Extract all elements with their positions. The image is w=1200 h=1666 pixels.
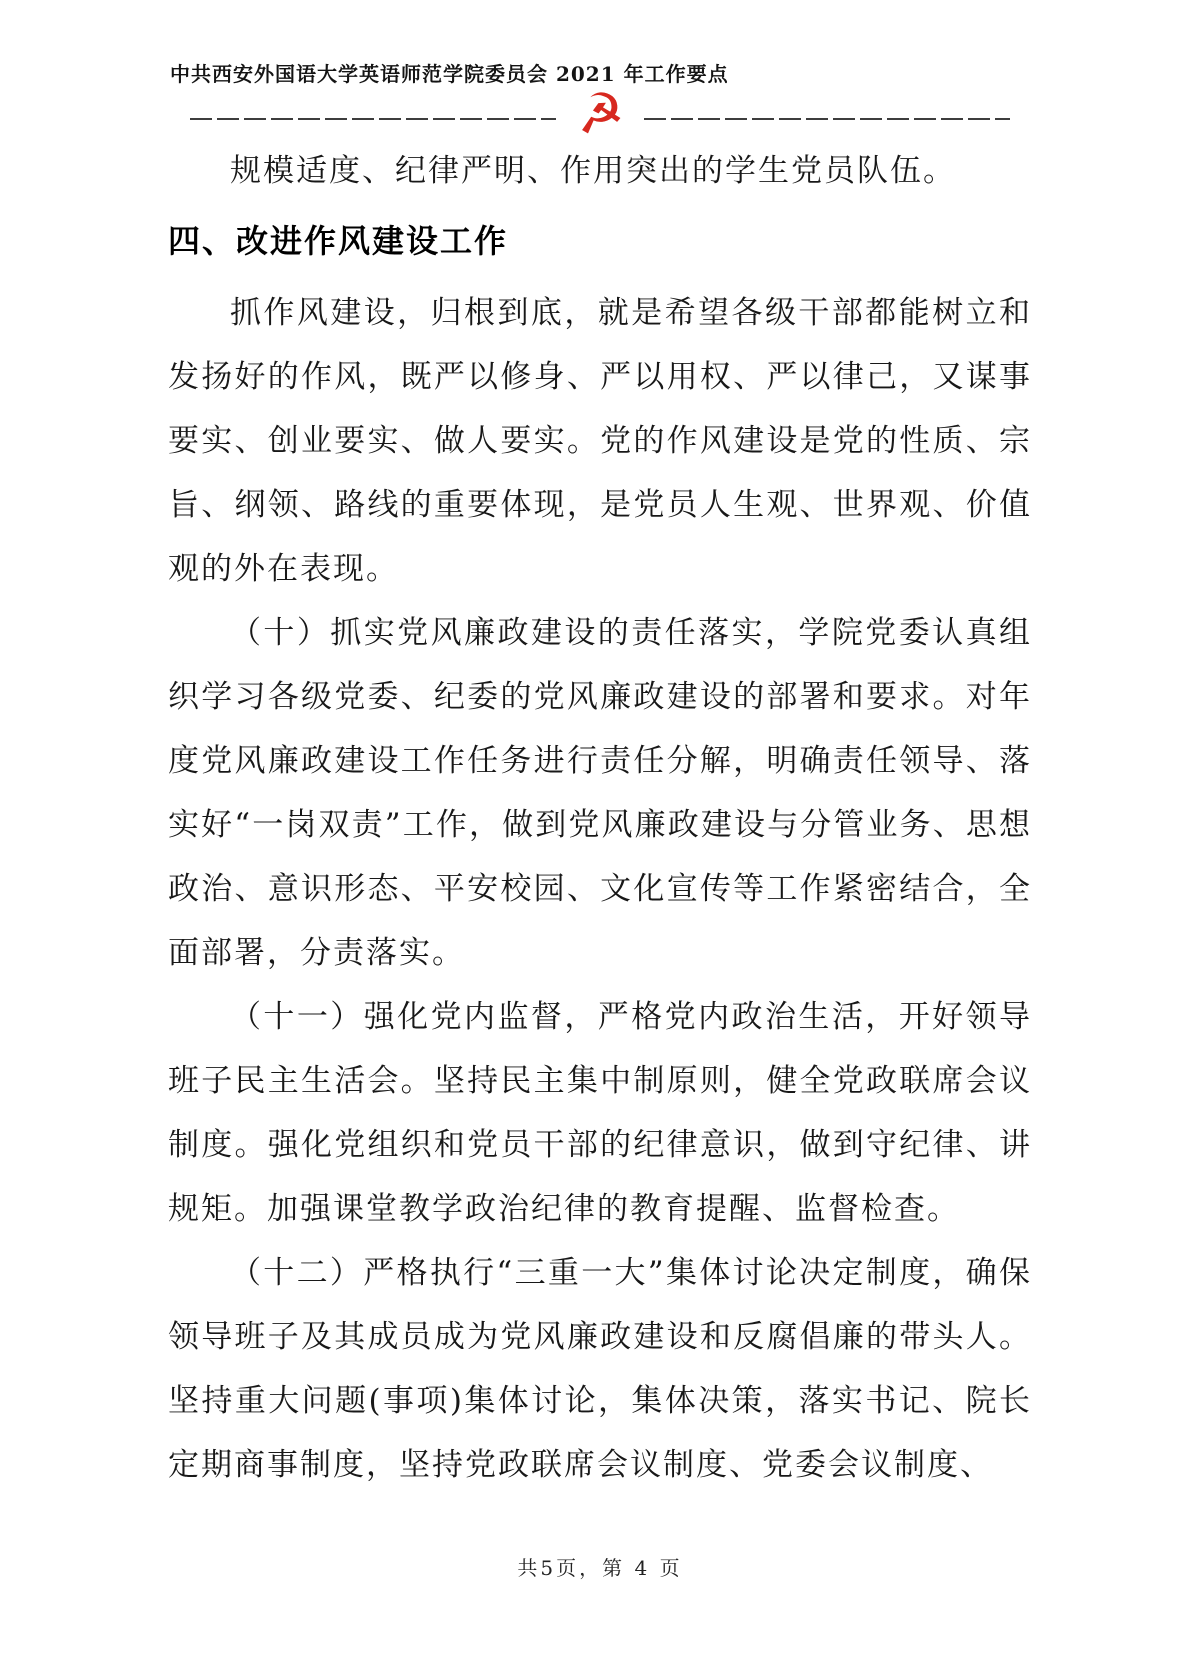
party-emblem-icon: ☭ [572,79,628,148]
divider-line-right [644,118,1010,120]
page-footer [0,1552,1200,1581]
paragraph-intro: 抓作风建设，归根到底，就是希望各级干部都能树立和发扬好的作风，既严以修身、严以用权、严以律己，又谋事要实、创业要实、做人要实。党的作风建设是党的性质、宗旨、纲领、路线的重要体现，是党员人生观、世界观、价值观的外在表现。 [168,295,1032,587]
divider-line-left [190,118,556,120]
paragraph-item-12: （十二）严格执行“三重一大”集体讨论决定制度，确保领导班子及其成员成为党风廉政建设和反腐倡廉的带头人。坚持重大问题(事项)集体讨论，集体决策，落实书记、院长定期商事制度，坚持党政联席会议制度、党委会议制度、 [168,1255,1032,1483]
paragraph-item-11: （十一）强化党内监督，严格党内政治生活，开好领导班子民主生活会。坚持民主集中制原则，健全党政联席会议制度。强化党组织和党员干部的纪律意识，做到守纪律、讲规矩。加强课堂教学政治纪律的教育提醒、监督检查。 [168,999,1032,1227]
continuation-line: 规模适度、纪律严明、作用突出的学生党员队伍。 [230,153,956,189]
header-title: 中共西安外国语大学英语师范学院委员会 2021 年工作要点 [170,62,729,86]
paragraph-item-10: （十）抓实党风廉政建设的责任落实，学院党委认真组织学习各级党委、纪委的党风廉政建设的部署和要求。对年度党风廉政建设工作任务进行责任分解，明确责任领导、落实好“一岗双责”工作，做到党风廉政建设与分管业务、思想政治、意识形态、平安校园、文化宣传等工作紧密结合，全面部署，分责落实。 [168,615,1032,971]
document-body [168,139,1032,1497]
section-heading: 四、改进作风建设工作 [168,223,509,259]
page-number: 共5页，第 4 页 [517,1556,683,1580]
